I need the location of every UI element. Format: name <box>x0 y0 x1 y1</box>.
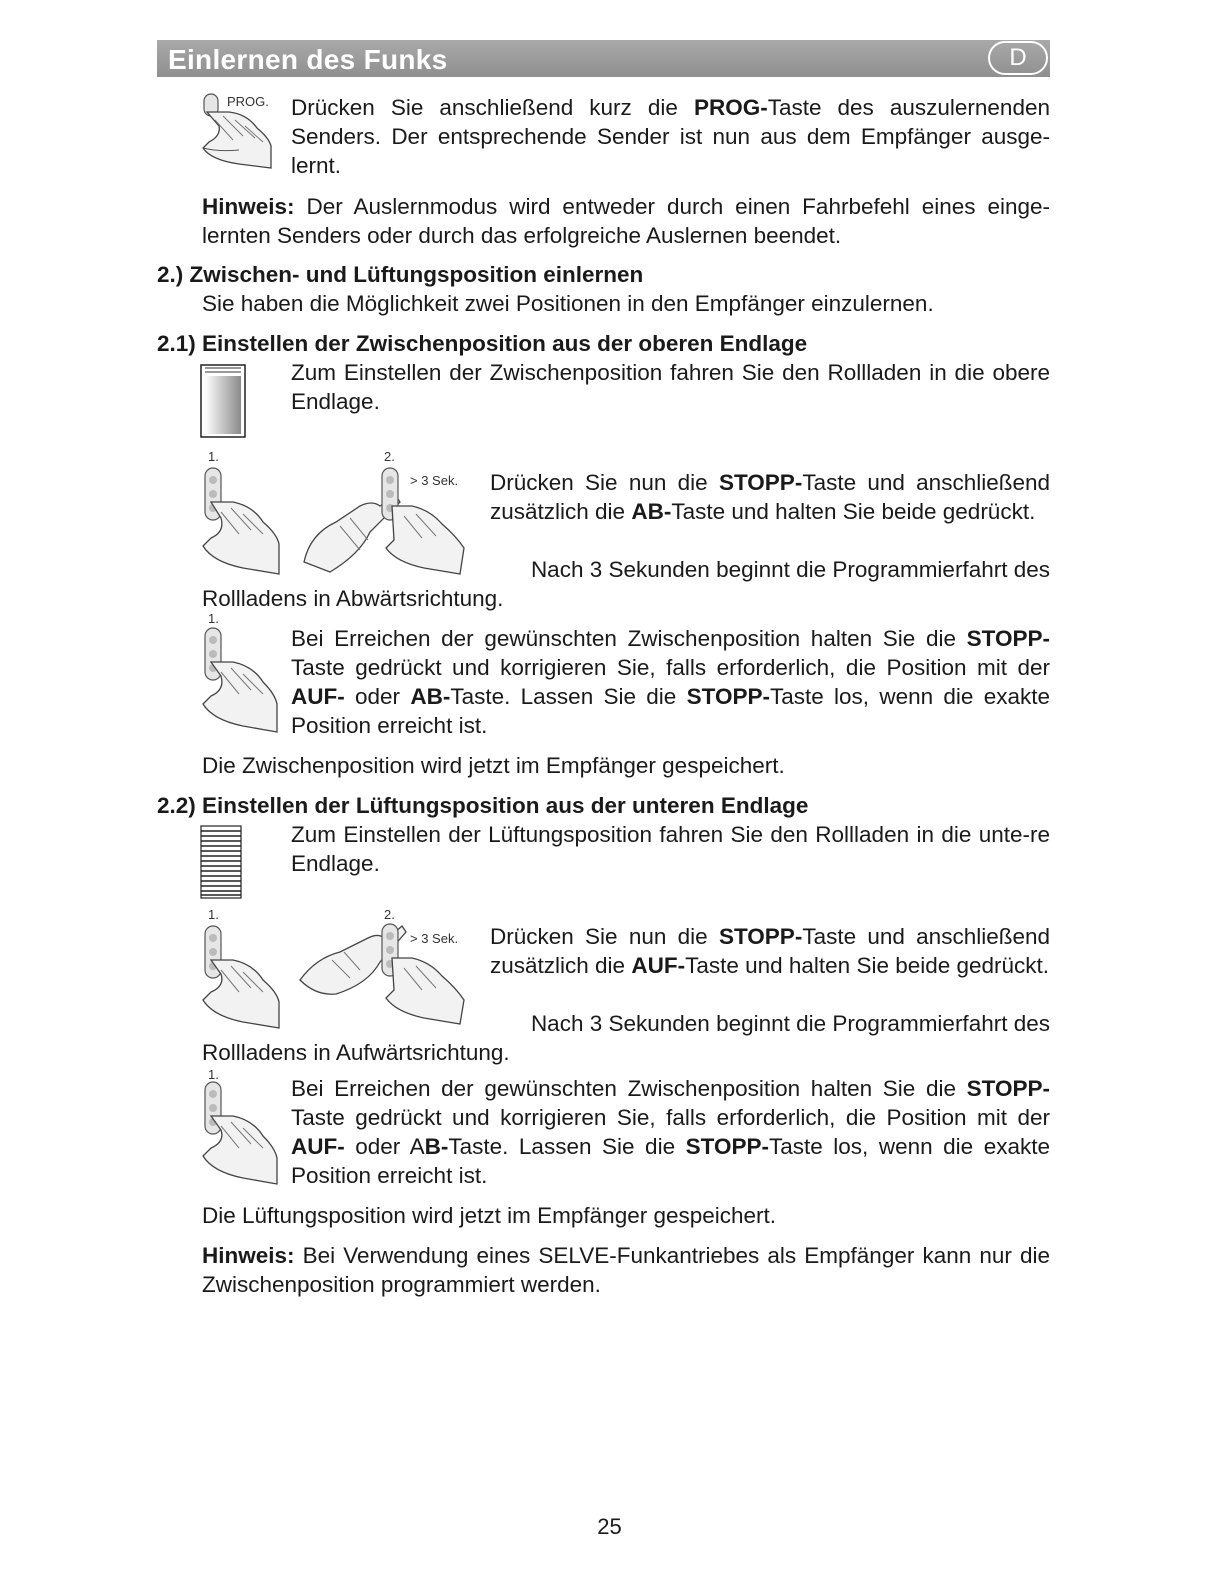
language-badge: D <box>988 41 1048 75</box>
press-stop-up-instruction: Drücken Sie nun die STOPP-Taste und anschließend zusätzlich die AUF-Taste und halten Sie beide gedrückt. <box>490 924 1051 978</box>
section-2-intro: Sie haben die Möglichkeit zwei Positionen in den Empfänger einzulernen. <box>202 291 934 316</box>
two-hands-press-stop-down-icon <box>300 462 470 580</box>
note-selve-drive: Hinweis: Bei Verwendung eines SELVE-Funkantriebes als Empfänger kann nur die Zwischenposition programmiert werden. <box>202 1243 1050 1297</box>
duration-label: > 3 Sek. <box>410 473 459 488</box>
ventilation-saved-text: Die Lüftungsposition wird jetzt im Empfänger gespeichert. <box>202 1203 777 1228</box>
note-deletion-mode: Hinweis: Der Auslernmodus wird entweder durch einen Fahrbefehl eines einge-lernten Senders oder durch das erfolgreiche Auslernen beendet. <box>202 194 1050 248</box>
prog-key-label: PROG. <box>227 94 269 109</box>
hand-hold-stop-icon <box>199 624 281 736</box>
programming-start-line2: Rollladens in Aufwärtsrichtung. <box>202 1040 510 1065</box>
hand-press-stop-icon <box>199 920 289 1032</box>
shutter-closed-icon <box>199 824 243 900</box>
reach-position-instruction: Bei Erreichen der gewünschten Zwischenposition halten Sie die STOPP-Taste gedrückt und korrigieren Sie, falls erforderlich, die Position mit der AUF- oder AB-Taste. Lassen Sie die STOPP-Taste los, wenn die exakte Position erreicht ist. <box>291 626 1050 738</box>
reach-position-instruction: Bei Erreichen der gewünschten Zwischenposition halten Sie die STOPP-Taste gedrückt und korrigieren Sie, falls erforderlich, die Position mit der AUF- oder AB-Taste. Lassen Sie die STOPP-Taste los, wenn die exakte Position erreicht ist. <box>291 1076 1051 1188</box>
section-2-2-heading: 2.2) Einstellen der Lüftungsposition aus der unteren Endlage <box>157 793 809 818</box>
hand-hold-stop-icon <box>199 1078 281 1188</box>
page-number: 25 <box>597 1514 622 1539</box>
programming-start-line2: Rollladens in Abwärtsrichtung. <box>202 586 504 611</box>
press-stop-down-instruction: Drücken Sie nun die STOPP-Taste und anschließend zusätzlich die AB-Taste und halten Sie beide gedrückt. <box>490 470 1051 524</box>
step-label-2: 2. <box>384 907 395 922</box>
duration-label: > 3 Sek. <box>410 931 459 946</box>
step-label-1: 1. <box>208 907 219 922</box>
upper-endpos-instruction: Zum Einstellen der Zwischenposition fahren Sie den Rollladen in die obere Endlage. <box>291 360 1050 414</box>
hand-press-stop-icon <box>199 462 289 580</box>
programming-start-line1: Nach 3 Sekunden beginnt die Programmierfahrt des <box>530 1011 1050 1036</box>
step-label-2: 2. <box>384 449 395 464</box>
section-2-heading: 2.) Zwischen- und Lüftungsposition einlernen <box>157 262 644 287</box>
intermediate-saved-text: Die Zwischenposition wird jetzt im Empfänger gespeichert. <box>202 753 785 778</box>
step-label-1: 1. <box>208 449 219 464</box>
programming-start-line1: Nach 3 Sekunden beginnt die Programmierfahrt des <box>530 557 1050 582</box>
two-hands-press-stop-up-icon <box>296 918 470 1028</box>
step-label-3: 1. <box>208 1067 219 1082</box>
prog-instruction: Drücken Sie anschließend kurz die PROG-Taste des auszulernenden Senders. Der entsprechende Sender ist nun aus dem Empfänger ausge-lernt. <box>291 95 1050 178</box>
page-title: Einlernen des Funks <box>168 44 448 75</box>
section-2-1-heading: 2.1) Einstellen der Zwischenposition aus der oberen Endlage <box>157 331 808 356</box>
step-label-3: 1. <box>208 611 219 626</box>
lower-endpos-instruction: Zum Einstellen der Lüftungsposition fahren Sie den Rollladen in die unte-re Endlage. <box>291 822 1050 876</box>
shutter-open-icon <box>199 363 249 439</box>
